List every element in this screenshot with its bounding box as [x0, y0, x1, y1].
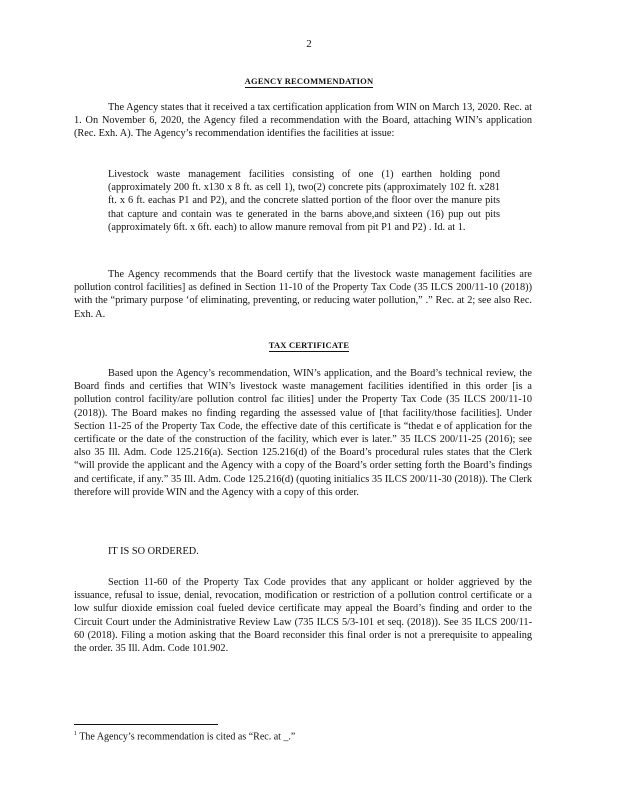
- page-number: 2: [306, 38, 312, 50]
- heading-text: AGENCY RECOMMENDATION: [244, 76, 374, 86]
- section-heading-agency: [0, 76, 618, 86]
- paragraph-text: The Agency recommends that the Board certify that the livestock waste management facilities are pollution control facilities] as defined in Section 11-10 of the Property Tax Code (35 ILCS 200/11-10 (2018)) with the “primary purpose ‘of eliminating, preventing, or reducing water pollution,” .” Rec. at 2; see also Rec. Exh. A.: [74, 269, 532, 320]
- heading-text: TAX CERTIFICATE: [268, 340, 350, 350]
- block-quote-text: Livestock waste management facilities consisting of one (1) earthen holding pond (approximately 200 ft. x130 x 8 ft. as cell 1), two(2) concrete pits (approximately 102 ft. x281 ft. x 6 ft. eachas P1 and P2), and the concrete slatted portion of the floor over the manure pits that capture and contain was te generated in the barns above,and sixteen (16) pup out pits (approximately 6ft. x 6ft. each) to allow manure removal from pit P1 and P2) . Id. at 1.: [108, 169, 500, 233]
- paragraph-text: The Agency states that it received a tax certification application from WIN on March 13, 2020. Rec. at 1. On November 6, 2020, the Agency filed a recommendation with the Board, attaching WIN’s application (Rec. Exh. A). The Agency’s recommendation identifies the facilities at issue:: [74, 102, 532, 140]
- ordered-statement: IT IS SO ORDERED.: [108, 546, 199, 557]
- footnote-marker: 1: [74, 731, 77, 737]
- paragraph-agency-statement: [74, 101, 532, 141]
- footnote-divider: [74, 724, 218, 725]
- paragraph-agency-recommendation: [74, 268, 532, 321]
- paragraph-text: Section 11-60 of the Property Tax Code provides that any applicant or holder aggrieved by the issuance, refusal to issue, denial, revocation, modification or restriction of a pollution control certificate or a low sulfur dioxide emission coal fueled device certificate may appeal the Board’s finding and order to the Circuit Court under the Administrative Review Law (735 ILCS 5/3-101 et seq. (2018)). See 35 ILCS 200/11-60 (2018). Filing a motion asking that the Board reconsider this final order is not a prerequisite to appealing the order. 35 Ill. Adm. Code 101.902.: [74, 577, 532, 655]
- paragraph-tax-certificate: [74, 367, 532, 499]
- footnote: [74, 731, 295, 742]
- section-heading-tax-certificate: [0, 340, 618, 350]
- block-quote-facilities: [108, 168, 500, 234]
- footnote-text: The Agency’s recommendation is cited as “Rec. at _.”: [79, 731, 296, 743]
- paragraph-appeal-rights: [74, 576, 532, 655]
- paragraph-text: Based upon the Agency’s recommendation, WIN’s application, and the Board’s technical review, the Board finds and certifies that WIN’s livestock waste management facilities identified in this order [is a pollution control facility/are pollution control fac ilities] under the Property Tax Code (35 ILCS 200/11-10 (2018)). The Board makes no finding regarding the assessed value of [that facility/those facilities]. Under Section 11-25 of the Property Tax Code, the effective date of this certificate is “thedat e of application for the certificate or the date of the construction of the facility, which ever is later.” 35 ILCS 200/11-25 (2016); see also 35 Ill. Adm. Code 125.216(a). Section 125.216(d) of the Board’s procedural rules states that the Clerk “will provide the applicant and the Agency with a copy of the Board’s order setting forth the Board’s findings and certificate, if any.” 35 Ill. Adm. Code 125.216(d) (quoting initialics 35 ILCS 200/11-30 (2018)). The Clerk therefore will provide WIN and the Agency with a copy of this order.: [74, 368, 532, 498]
